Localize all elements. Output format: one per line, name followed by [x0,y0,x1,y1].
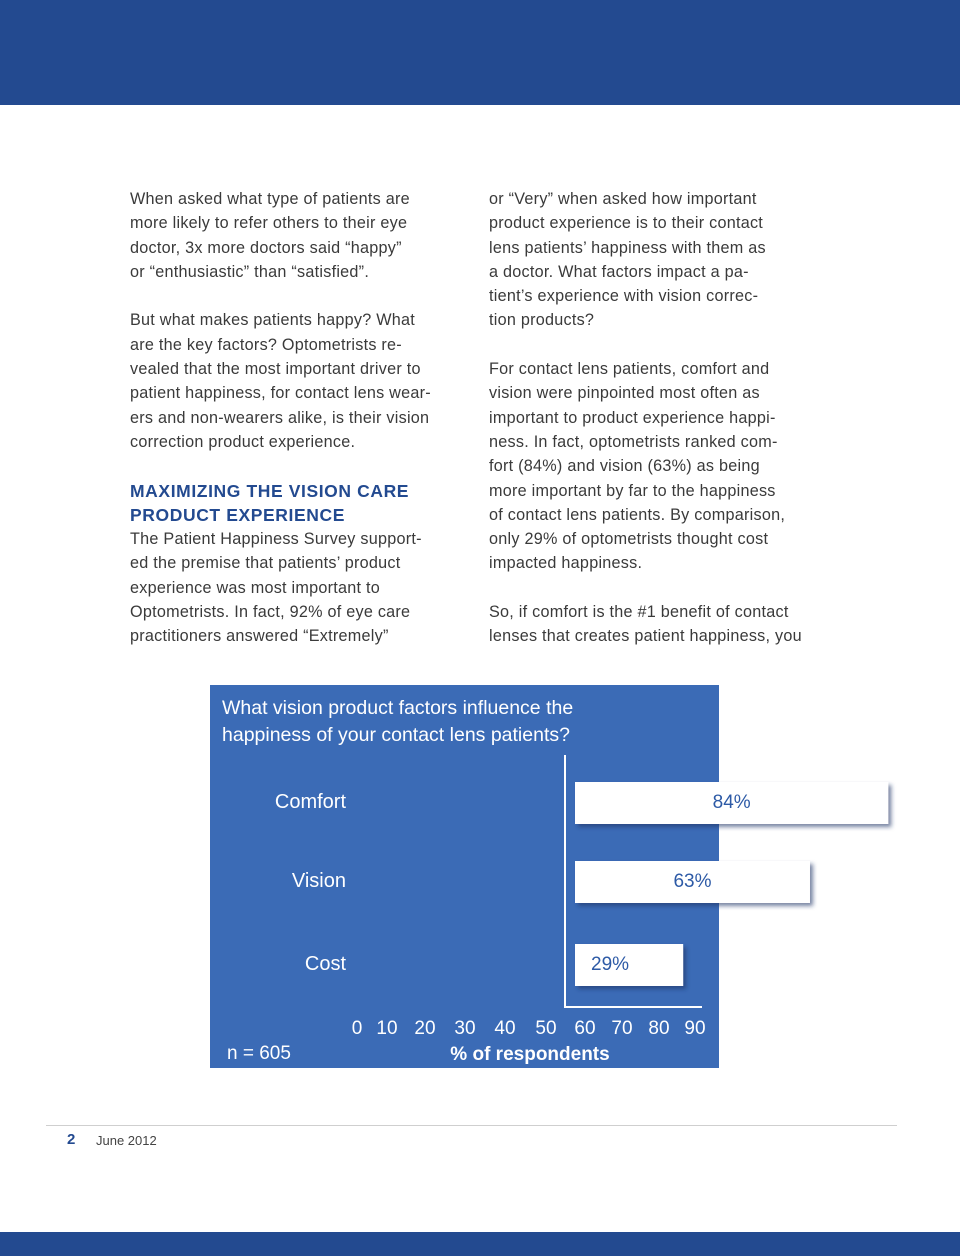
right-paragraph-2: For contact lens patients, comfort and vision were pinpointed most often as important to product experience happi- ness. In fact, optometrists ranked com- fort (84%) and vision (63%) as being more important by far to the happiness of contact lens patients. By comparison, only 29% of optometrists thought cost impacted happiness. [489,360,786,573]
right-column [489,187,829,649]
footer-band [0,1232,960,1256]
category-label-comfort: Comfort [274,791,346,813]
category-label-vision: Vision [291,870,346,892]
left-column [130,187,470,649]
section-heading: MAXIMIZING THE VISION CARE PRODUCT EXPERIENCE [130,480,410,525]
right-paragraph-1: or “Very” when asked how important product experience is to their contact lens patients’ happiness with them as a doctor. What factors impact a pa- tient’s experience with vision correc- tion products? [489,190,766,330]
x-tick-label: 0 [351,1018,363,1039]
left-paragraph-2: But what makes patients happy? What are the key factors? Optometrists re- vealed that the most important driver to patient happiness, for contact lens wear- ers and non-wearers alike, is their vision correction product experience. [130,311,431,451]
footer-date: June 2012 [96,1133,157,1148]
sample-size-note: n = 605 [227,1043,291,1064]
bar-value-label: 84% [712,792,751,813]
survey-chart [210,685,751,1068]
x-tick-label: 60 [574,1018,596,1039]
bar-value-label: 29% [591,954,630,975]
x-tick-label: 90 [684,1018,706,1039]
x-tick-label: 20 [414,1018,436,1039]
header-band [0,0,960,105]
left-paragraph-1: When asked what type of patients are more likely to refer others to their eye doctor, 3x more doctors said “happy” or “enthusiastic” than “satisfied”. [130,190,410,281]
bar-value-label: 63% [673,871,712,892]
x-tick-label: 40 [494,1018,516,1039]
category-label-cost: Cost [304,953,346,975]
right-paragraph-3: So, if comfort is the #1 benefit of contact lenses that creates patient happiness, you [489,603,802,646]
chart-plot [210,685,751,1068]
x-tick-label: 80 [648,1018,670,1039]
page-number: 2 [67,1131,76,1148]
left-paragraph-3: The Patient Happiness Survey support- ed the premise that patients’ product experience was most important to Optometrists. In fact, 92% of eye care practitioners answered “Extremely” [130,530,422,646]
x-tick-label: 50 [535,1018,557,1039]
footer-divider [46,1125,897,1126]
x-tick-label: 30 [454,1018,476,1039]
x-axis-label: % of respondents [450,1044,610,1065]
chart-title: What vision product factors influence the happiness of your contact lens patients? [222,697,574,746]
x-tick-label: 10 [376,1018,398,1039]
x-tick-label: 70 [611,1018,633,1039]
